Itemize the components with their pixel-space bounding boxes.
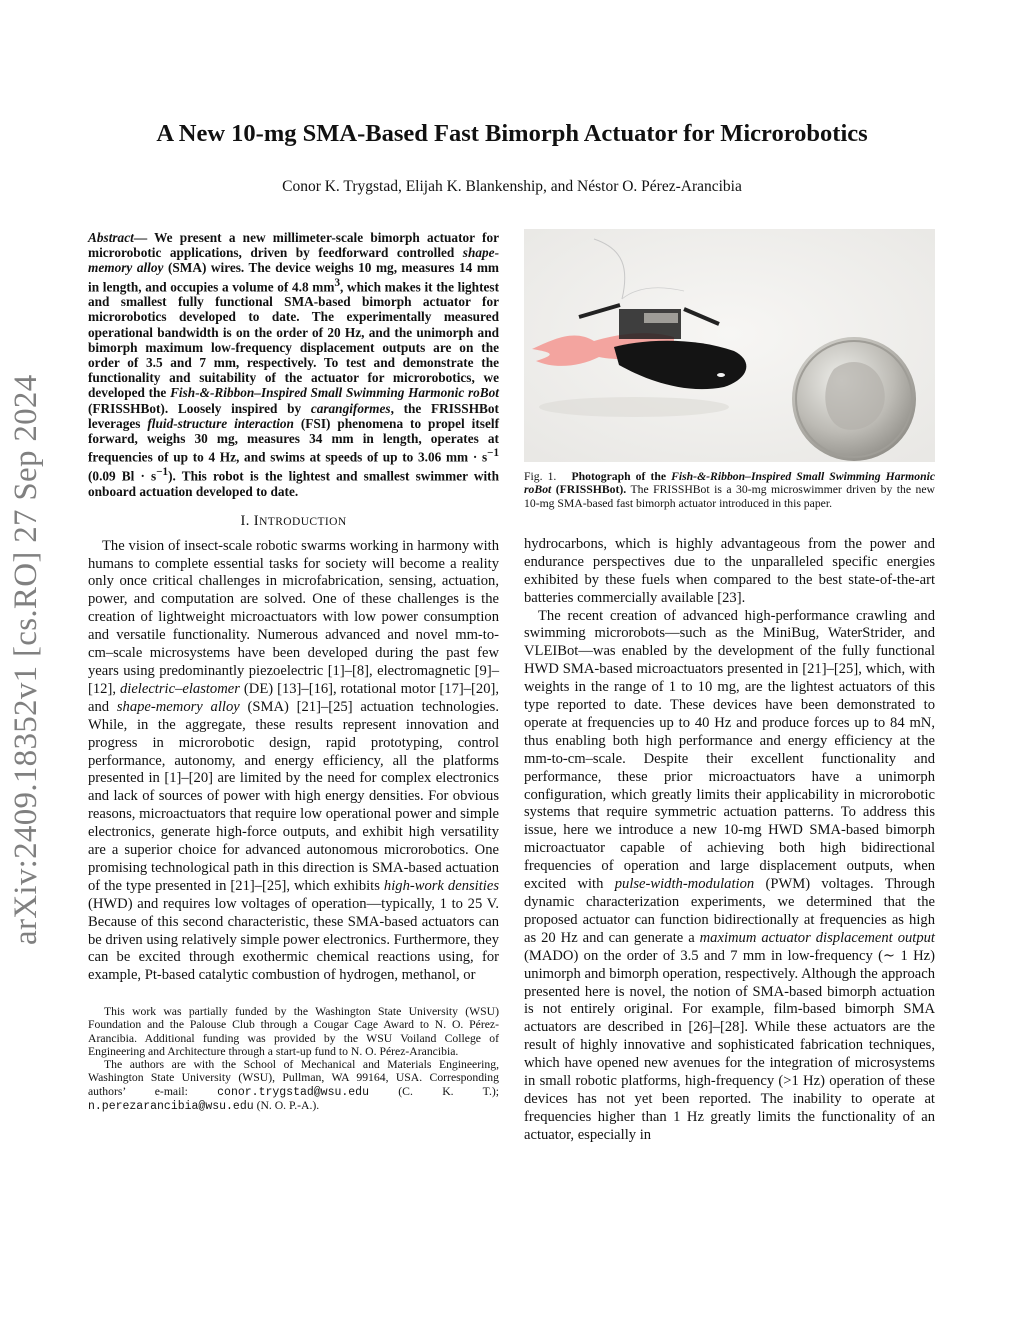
figure-1-caption: Fig. 1. Photograph of the Fish-&-Ribbon–Inspired Small Swimming Harmonic roBot (FRISSHBot). The FRISSHBot is a 30-mg microswimmer driven by the new 10-mg SMA-based fast bimorph actuator introduced in this paper. <box>524 470 936 510</box>
footnote-affiliation: The authors are with the School of Mechanical and Materials Engineering, Washington State University (WSU), Pullman, WA 99164, USA. Corresponding authors’ e-mail: conor.trygstad@wsu.edu (C. K. T.); n.perezarancibia@wsu.edu (N. O. P.-A.). <box>88 1058 500 1113</box>
figure-1-photo <box>524 229 935 462</box>
paper-title: A New 10-mg SMA-Based Fast Bimorph Actuator for Microrobotics <box>156 120 868 147</box>
section-heading-introduction: I. INTRODUCTION <box>240 512 347 529</box>
intro-paragraph-1: The vision of insect-scale robotic swarms working in harmony with humans to complete essential tasks for society will become a reality only once critical challenges in microfabrication, sensing, actuation, power, and computation are solved. One of these challenges is the creation of lightweight microactuators with low power consumption and versatile functionality. Numerous advanced and novel mm-to-cm–scale microsystems have been developed during the past few years using predominantly piezoelectric [1]–[8], electromagnetic [9]–[12], dielectric–elastomer (DE) [13]–[16], rotational motor [17]–[20], and shape-memory alloy (SMA) [21]–[25] actuation technologies. While, in the aggregate, these results represent innovation and progress in microrobotic design, rapid prototyping, control performance, autonomy, and energy efficiency, all the platforms presented in [1]–[20] are limited by the need for complex electronics and lack of sources of power with high energy densities. For obvious reasons, microactuators that require low operational power and simple electronics, generate high-force outputs, and exhibit high versatility are a superior choice for advanced autonomous microrobotics. One promising technological path in this direction is SMA-based actuation of the type presented in [21]–[25], which exhibits high-work densities (HWD) and requires low voltages of operation—typically, 1 to 25 V. Because of this second characteristic, these SMA-based actuators can be driven using relatively simple power electronics. Furthermore, they can be excited through exothermic chemical reactions using, for example, Pt-based catalytic combustion of hydrogen, methanol, or <box>88 537 499 984</box>
frisshbot-photo-illustration <box>524 229 935 462</box>
left-column <box>88 230 499 1113</box>
author-list: Conor K. Trygstad, Elijah K. Blankenship, and Néstor O. Pérez-Arancibia <box>282 178 742 195</box>
right-column <box>524 229 935 1145</box>
intro-paragraph-2: The recent creation of advanced high-performance crawling and swimming microrobots—such as the MiniBug, WaterStrider, and VLEIBot—was enabled by the development of the fully functional HWD SMA-based microactuators presented in [21]–[25], which, with weights in the range of 1 to 10 mg, are the lightest actuators of this type reported to date. These devices have been demonstrated to operate at frequencies up to 40 Hz and produce forces up to 84 mN, thus enabling both high performance and energy efficiency at the mm-to-cm–scale. Despite their excellent functionality and performance, these prior microactuators have a unimorph configuration, which greatly limits their applicability in microrobotic systems that require symmetric actuation patterns. To address this issue, here we introduce a new 10-mg HWD SMA-based bimorph microactuator capable of achieving both high bidirectional frequencies of operation and large displacement outputs, when excited with pulse-width-modulation (PWM) voltages. Through dynamic characterization experiments, we determined that the proposed actuator can function bidirectionally at frequencies as high as 20 Hz and can generate a maximum actuator displacement output (MADO) on the order of 3.5 and 7 mm in low-frequency (∼ 1 Hz) unimorph and bimorph operation, respectively. Although the approach presented here is novel, the notion of SMA-based bimorph actuation is not entirely original. For example, film-based bimorph SMA actuators are described in [26]–[28]. While these actuators are the result of highly innovative and sophisticated fabrication techniques, which have opened new avenues for the integration of microsystems in small robotic platforms, high-frequency (>1 Hz) operation of these devices has not yet been reported. The inability to operate at frequencies higher than 1 Hz greatly limits the functionality of an actuator, especially in <box>524 607 935 1143</box>
footnotes <box>88 1005 499 1113</box>
email-link-1[interactable]: conor.trygstad@wsu.edu <box>217 1085 369 1099</box>
abstract-label: Abstract <box>88 230 134 245</box>
intro-paragraph-continued: hydrocarbons, which is highly advantageous from the power and endurance perspectives due to the unparalleled specific energies exhibited by these fuels when compared to the best state-of-the-art batteries commercially available [23]. <box>524 535 935 606</box>
footnote-funding: This work was partially funded by the Washington State University (WSU) Foundation and the Palouse Club through a Cougar Cage Award to N. O. Pérez-Arancibia. Additional funding was provided by the WSU Voiland College of Engineering and Architecture through a start-up fund to N. O. Pérez-Arancibia. <box>88 1005 499 1058</box>
arxiv-identifier: arXiv:2409.18352v1 [cs.RO] 27 Sep 2024 <box>8 374 44 945</box>
abstract: Abstract— We present a new millimeter-scale bimorph actuator for microrobotic applications, driven by feedforward controlled shape-memory alloy (SMA) wires. The device weighs 10 mg, measures 14 mm in length, and occupies a volume of 4.8 $mm^3$, which makes it the lightest and smallest fully functional SMA-based bimorph actuator for microrobotics developed to date. The experimentally measured operational bandwidth is on the order of 20 Hz, and the unimorph and bimorph maximum low-frequency displacement outputs are on the order of 3.5 and 7 mm, respectively. To test and demonstrate the functionality and suitability of the actuator for microrobotics, we developed the Fish-&-Ribbon–Inspired Small Swimming Harmonic roBot (FRISSHBot). Loosely inspired by carangiformes, the FRISSHBot leverages fluid-structure interaction (FSI) phenomena to propel itself forward, weighs 30 mg, measures 34 mm in length, operates at frequencies of up to 4 Hz, and swims at speeds of up to 3.06 mm · $s^{-1}$ (0.09 $Bl \cdot s^{-1}$). This robot is the lightest and smallest swimmer with onboard actuation developed to date. <box>88 230 500 499</box>
figure-label: Fig. 1. <box>524 470 557 483</box>
email-link-2[interactable]: n.perezarancibia@wsu.edu <box>88 1099 254 1113</box>
